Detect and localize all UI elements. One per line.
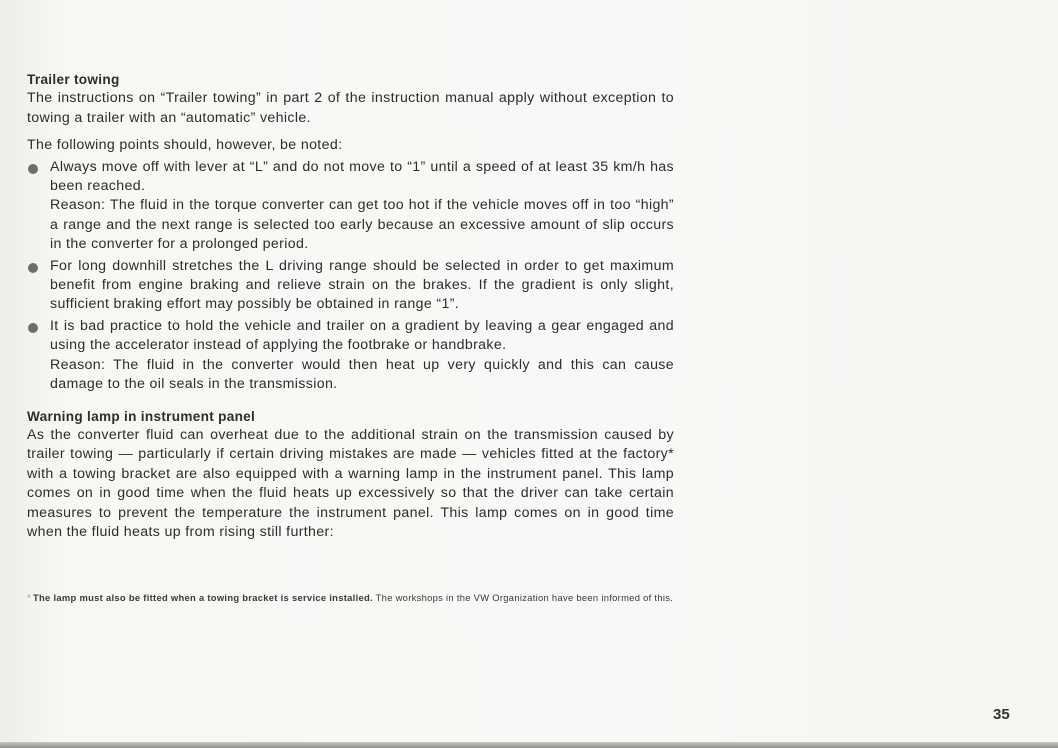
page-content	[27, 70, 674, 542]
bullet-dot-icon	[28, 263, 38, 273]
bullet-dot-icon	[28, 164, 38, 174]
footnote-bold-text: The lamp must also be fitted when a towing bracket is service installed.	[33, 592, 373, 603]
list-item	[27, 158, 674, 255]
point-reason: Reason: The fluid in the torque converter can get too hot if the vehicle moves off in too “high” a range and the next range is selected too early because an excessive amount of slip occurs in the converter for a prolonged period.	[50, 197, 674, 253]
page-number: 35	[993, 706, 1010, 723]
footnote-marker: *	[27, 592, 31, 603]
list-item	[27, 317, 674, 395]
point-text: It is bad practice to hold the vehicle and trailer on a gradient by leaving a gear engaged and using the accelerator instead of applying the footbrake or handbrake.	[50, 317, 674, 354]
section-heading-trailer-towing: Trailer towing	[27, 72, 120, 87]
page-bottom-edge	[0, 742, 1058, 748]
footnote-text: The workshops in the VW Organization have been informed of this.	[372, 592, 674, 603]
warning-lamp-paragraph: As the converter fluid can overheat due to the additional strain on the transmission caused by trailer towing — particularly if certain driving mistakes are made — vehicles fitted at the factory* with a towing bracket are also equipped with a warning lamp in the instrument panel. This lamp comes on in good time when the fluid heats up excessively so that the driver can take certain measures to prevent the temperature the instrument panel. This lamp comes on in good time when the fluid heats up from rising still further:	[27, 426, 674, 540]
section-heading-warning-lamp: Warning lamp in instrument panel	[27, 408, 256, 424]
lead-paragraph: The following points should, however, be noted:	[27, 137, 343, 154]
point-text: For long downhill stretches the L driving range should be selected in order to get maximum benefit from engine braking and relieve strain on the brakes. If the gradient is only slight, sufficient braking effort may possibly be obtained in range “1”.	[50, 257, 674, 313]
bullet-list	[27, 158, 674, 395]
point-reason: Reason: The fluid in the converter would then heat up very quickly and this can cause damage to the oil seals in the transmission.	[50, 356, 674, 393]
bullet-dot-icon	[28, 323, 38, 333]
list-item	[27, 257, 674, 315]
intro-paragraph: The instructions on “Trailer towing” in part 2 of the instruction manual apply without exception to towing a trailer with an “automatic” vehicle.	[27, 90, 674, 126]
footnote	[27, 592, 678, 604]
point-text: Always move off with lever at “L” and do not move to “1” until a speed of at least 35 km/h has been reached.	[50, 158, 674, 195]
